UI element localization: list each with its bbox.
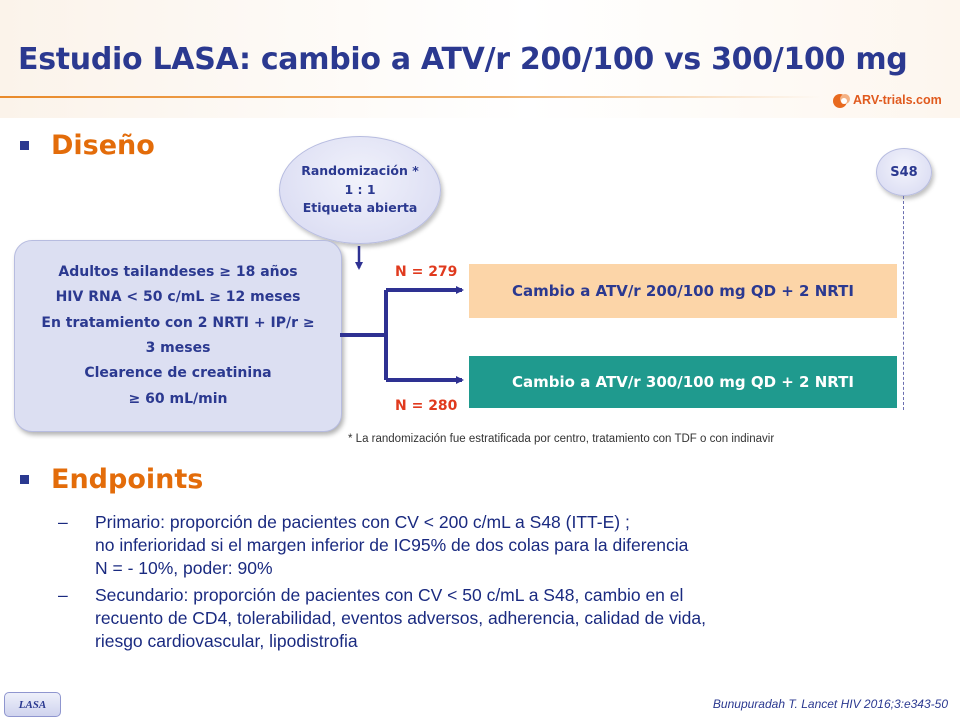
- endpoint-line: N = - 10%, poder: 90%: [95, 558, 273, 579]
- population-line: Adultos tailandeses ≥ 18 años: [58, 263, 298, 280]
- logo-text: ARV-trials.com: [853, 93, 942, 107]
- timepoint-s48: S48: [876, 148, 932, 196]
- population-line: 3 meses: [145, 340, 211, 356]
- logo-mark-icon: [832, 90, 854, 112]
- arm-b-n: N = 280: [395, 398, 458, 414]
- section-design-label: Diseño: [51, 130, 155, 161]
- randomization-line: Randomización *: [301, 162, 419, 178]
- randomization-bubble: [279, 136, 441, 244]
- endpoint-secondary: [58, 584, 953, 653]
- endpoint-line: Secundario: proporción de pacientes con CV < 50 c/mL a S48, cambio en el: [95, 585, 684, 606]
- study-tag-button[interactable]: LASA: [4, 692, 61, 717]
- endpoint-line: Primario: proporción de pacientes con CV < 200 c/mL a S48 (ITT-E) ;: [95, 512, 630, 532]
- arm-b-box: Cambio a ATV/r 300/100 mg QD + 2 NRTI: [469, 356, 897, 408]
- population-line: ≥ 60 mL/min: [128, 390, 228, 407]
- citation: Bunupuradah T. Lancet HIV 2016;3:e343-50: [712, 697, 948, 711]
- endpoint-line: no inferioridad si el margen inferior de IC95% de dos colas para la diferencia: [95, 535, 689, 556]
- footnote: * La randomización fue estratificada por centro, tratamiento con TDF o con indinavir: [348, 433, 775, 445]
- timepoint-dashed-line: [903, 196, 904, 410]
- population-line: Clearence de creatinina: [84, 365, 272, 382]
- dash-bullet: –: [58, 585, 68, 606]
- endpoints-list: [58, 511, 953, 658]
- arm-a-n: N = 279: [395, 264, 458, 280]
- section-endpoints: [20, 464, 203, 495]
- population-line: HIV RNA < 50 c/mL ≥ 12 meses: [55, 289, 301, 306]
- dash-bullet: –: [58, 512, 68, 532]
- arv-trials-logo: [832, 90, 948, 112]
- endpoint-line: recuento de CD4, tolerabilidad, eventos adversos, adherencia, calidad de vida,: [95, 608, 706, 629]
- randomization-line: Etiqueta abierta: [302, 200, 418, 216]
- section-endpoints-label: Endpoints: [51, 464, 204, 495]
- endpoint-line: riesgo cardiovascular, lipodistrofia: [95, 631, 358, 652]
- square-bullet-icon: [20, 475, 29, 484]
- endpoint-primary: [58, 511, 953, 580]
- square-bullet-icon: [20, 141, 29, 150]
- population-box: [14, 240, 342, 432]
- arm-a-box: Cambio a ATV/r 200/100 mg QD + 2 NRTI: [469, 264, 897, 318]
- randomization-line: 1 : 1: [344, 181, 376, 197]
- title-underline: [0, 96, 820, 98]
- section-design: [20, 130, 155, 161]
- slide-title: Estudio LASA: cambio a ATV/r 200/100 vs 300/100 mg: [18, 42, 908, 77]
- population-line: En tratamiento con 2 NRTI + IP/r ≥: [41, 314, 315, 331]
